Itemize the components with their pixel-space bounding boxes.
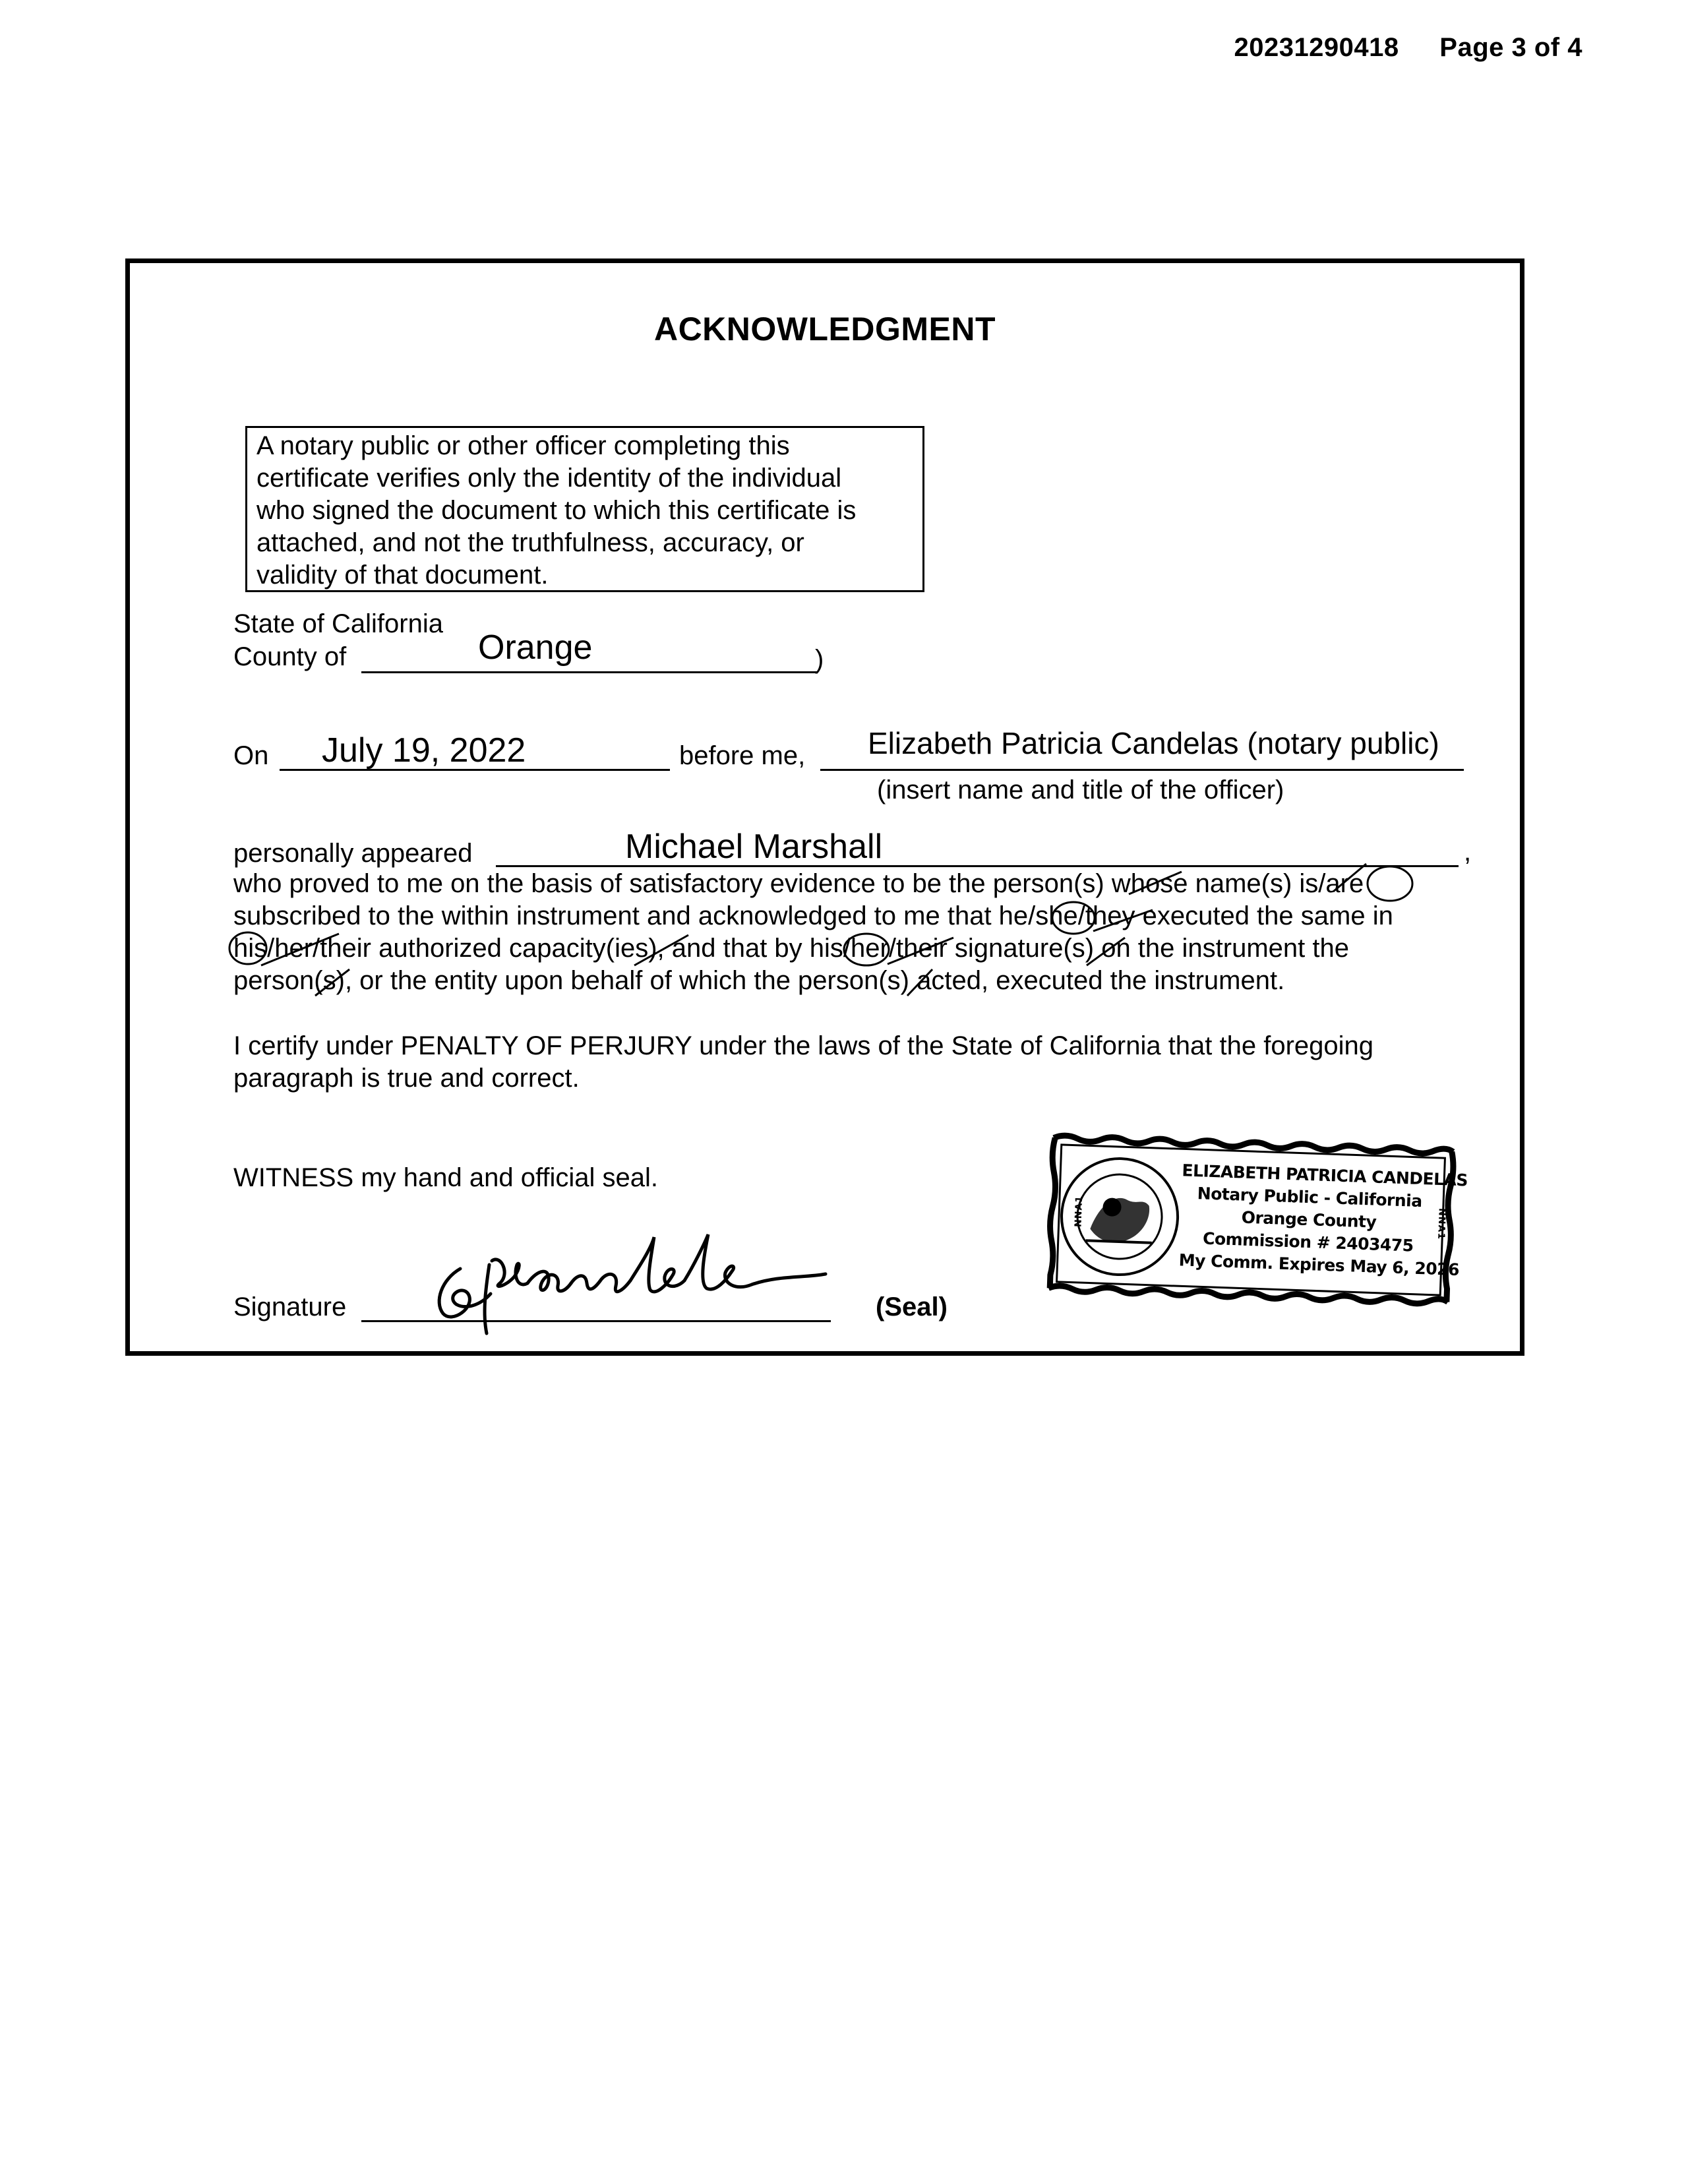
seal-notary-name: ELIZABETH PATRICIA CANDELAS — [1182, 1161, 1468, 1190]
seal-county: Orange County — [1241, 1207, 1377, 1232]
notice-line: who signed the document to which this certificate is — [256, 496, 857, 525]
seal-side-mark-right: NNA1 — [1435, 1207, 1447, 1240]
notice-line: attached, and not the truthfulness, accuracy, or — [256, 528, 804, 557]
proof-line: person(s), or the entity upon behalf of which the person(s) acted, executed the instrument. — [233, 966, 1285, 995]
county-line — [361, 671, 818, 673]
notice-line: certificate verifies only the identity of the individual — [256, 464, 842, 493]
handwritten-signature — [422, 1228, 844, 1340]
proof-line: subscribed to the within instrument and acknowledged to me that he/she/they executed the same in — [233, 901, 1393, 930]
officer-value: Elizabeth Patricia Candelas (notary public) — [868, 726, 1439, 760]
seal-side-mark-left: NNA1 — [1073, 1195, 1085, 1228]
document-number: 20231290418 — [1234, 33, 1399, 62]
notice-line: A notary public or other officer completing this — [256, 431, 790, 460]
proof-paragraph — [233, 868, 1393, 997]
notice-box — [245, 426, 924, 592]
notice-line: validity of that document. — [256, 561, 549, 590]
seal-commission: Commission # 2403475 — [1202, 1228, 1414, 1256]
acknowledgment-title: ACKNOWLEDGMENT — [653, 311, 996, 348]
officer-line — [820, 769, 1464, 771]
seal-notary-title: Notary Public - California — [1197, 1184, 1423, 1211]
seal-expiration: My Comm. Expires May 6, 2026 — [1178, 1250, 1460, 1280]
county-value: Orange — [478, 628, 593, 667]
seal-label: (Seal) — [876, 1292, 948, 1321]
proof-line: who proved to me on the basis of satisfactory evidence to be the person(s) whose name(s) is/are — [233, 869, 1364, 898]
date-value: July 19, 2022 — [322, 731, 526, 770]
county-label: County of — [233, 642, 347, 671]
appeared-value: Michael Marshall — [625, 828, 883, 866]
notary-seal-stamp — [1040, 1128, 1468, 1312]
before-me-label: before me, — [679, 741, 806, 770]
appeared-label: personally appeared — [233, 839, 473, 868]
county-close-paren: ) — [815, 645, 824, 674]
on-label: On — [233, 741, 269, 770]
perjury-line: I certify under PENALTY OF PERJURY under the laws of the State of California that the foregoing — [233, 1031, 1374, 1060]
witness-label: WITNESS my hand and official seal. — [233, 1163, 658, 1192]
proof-line: his/her/their authorized capacity(ies), and that by his/her/their signature(s) on the instrument the — [233, 934, 1349, 963]
perjury-paragraph — [233, 1030, 1373, 1095]
document-header — [1234, 33, 1582, 63]
page-label: Page 3 of 4 — [1439, 33, 1582, 62]
officer-caption: (insert name and title of the officer) — [877, 775, 1284, 804]
state-label: State of California — [233, 609, 443, 638]
signature-label: Signature — [233, 1292, 347, 1321]
appeared-comma: , — [1464, 837, 1472, 866]
perjury-line: paragraph is true and correct. — [233, 1064, 580, 1093]
